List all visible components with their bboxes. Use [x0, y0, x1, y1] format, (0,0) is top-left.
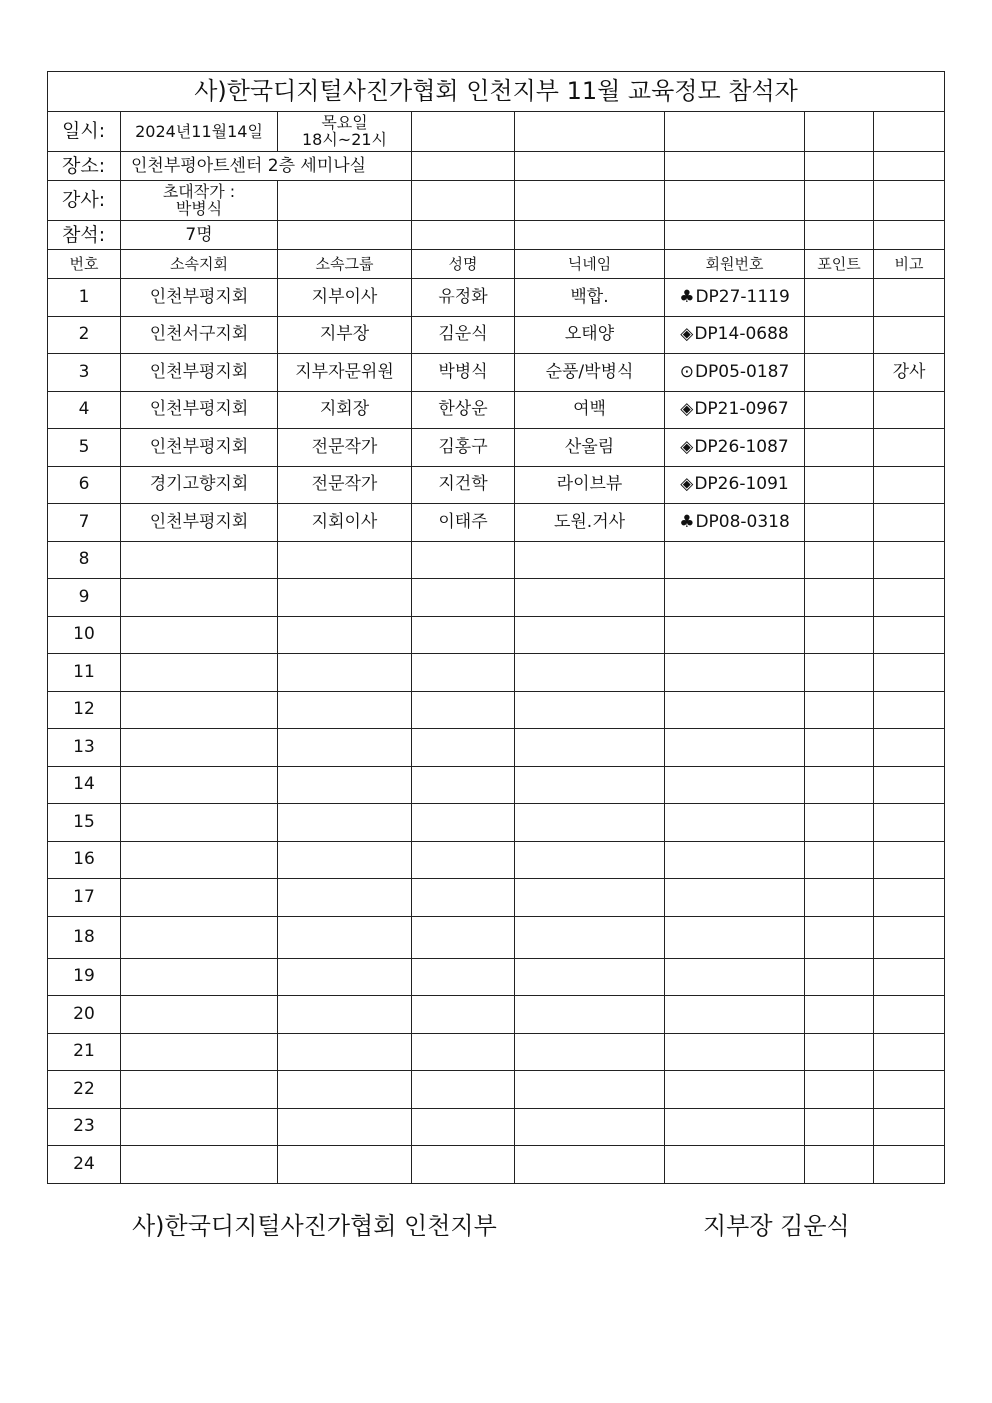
table-row — [48, 316, 945, 354]
cell-group — [278, 579, 412, 617]
cell-name — [412, 804, 515, 842]
day-value: 목요일 — [321, 112, 368, 132]
cell-name: 김운식 — [412, 316, 515, 354]
cell-branch — [121, 996, 278, 1034]
cell-nick — [515, 616, 665, 654]
cell-branch: 인천서구지회 — [121, 316, 278, 354]
cell-nick: 오태양 — [515, 316, 665, 354]
cell-name: 지건학 — [412, 466, 515, 504]
cell-member — [665, 279, 805, 317]
cell-nick: 도원.거사 — [515, 504, 665, 542]
cell-point — [805, 391, 874, 429]
cell-member — [665, 466, 805, 504]
empty-cell — [515, 112, 665, 152]
cell-point — [805, 616, 874, 654]
column-header: 포인트 — [805, 250, 874, 279]
cell-member — [665, 841, 805, 879]
date-value: 2024년11월14일 — [121, 112, 278, 152]
cell-no: 11 — [48, 654, 121, 692]
cell-no: 7 — [48, 504, 121, 542]
empty-cell — [515, 221, 665, 250]
table-row — [48, 996, 945, 1034]
cell-name — [412, 1108, 515, 1146]
column-header: 소속지회 — [121, 250, 278, 279]
cell-no: 10 — [48, 616, 121, 654]
cell-point — [805, 996, 874, 1034]
table-row — [48, 579, 945, 617]
cell-note — [874, 391, 945, 429]
empty-cell — [665, 181, 805, 221]
column-header: 비고 — [874, 250, 945, 279]
table-row — [48, 466, 945, 504]
cell-note — [874, 996, 945, 1034]
empty-cell — [412, 152, 515, 181]
cell-member — [665, 541, 805, 579]
cell-note — [874, 841, 945, 879]
attendance-sheet — [47, 71, 945, 1184]
member-number: DP27-1119 — [695, 286, 790, 307]
cell-nick — [515, 691, 665, 729]
place-value: 인천부평아트센터 2층 세미나실 — [121, 152, 412, 181]
member-number: DP08-0318 — [695, 511, 790, 532]
cell-point — [805, 958, 874, 996]
cell-no: 14 — [48, 766, 121, 804]
cell-nick — [515, 996, 665, 1034]
cell-branch — [121, 804, 278, 842]
place-label: 장소: — [48, 152, 121, 181]
cell-point — [805, 466, 874, 504]
cell-point — [805, 1108, 874, 1146]
cell-note — [874, 879, 945, 917]
empty-cell — [874, 112, 945, 152]
member-number: DP05-0187 — [694, 361, 790, 382]
table-row — [48, 729, 945, 767]
cell-name — [412, 654, 515, 692]
cell-group: 지부이사 — [278, 279, 412, 317]
table-row — [48, 654, 945, 692]
cell-branch — [121, 1071, 278, 1109]
time-value: 18시~21시 — [301, 129, 388, 149]
cell-no: 24 — [48, 1146, 121, 1184]
cell-member — [665, 1071, 805, 1109]
cell-no: 2 — [48, 316, 121, 354]
cell-point — [805, 879, 874, 917]
cell-note — [874, 804, 945, 842]
cell-group — [278, 616, 412, 654]
cell-name — [412, 579, 515, 617]
cell-nick — [515, 879, 665, 917]
cell-group: 지회이사 — [278, 504, 412, 542]
cell-name — [412, 1071, 515, 1109]
column-header-row — [48, 250, 945, 279]
cell-nick — [515, 1146, 665, 1184]
member-grade-symbol: ◈ — [680, 436, 694, 457]
table-row — [48, 616, 945, 654]
empty-cell — [805, 181, 874, 221]
sheet-title: 사)한국디지털사진가협회 인천지부 11월 교육정모 참석자 — [48, 72, 945, 112]
cell-branch — [121, 958, 278, 996]
table-row — [48, 429, 945, 467]
cell-nick — [515, 804, 665, 842]
empty-cell — [874, 152, 945, 181]
cell-name — [412, 879, 515, 917]
cell-member — [665, 804, 805, 842]
column-header: 성명 — [412, 250, 515, 279]
empty-cell — [805, 221, 874, 250]
cell-name: 한상운 — [412, 391, 515, 429]
cell-member — [665, 766, 805, 804]
cell-member — [665, 916, 805, 958]
cell-branch: 인천부평지회 — [121, 504, 278, 542]
cell-point — [805, 316, 874, 354]
cell-point — [805, 841, 874, 879]
cell-no: 9 — [48, 579, 121, 617]
member-grade-symbol: ⊙ — [679, 361, 694, 382]
cell-branch: 인천부평지회 — [121, 279, 278, 317]
cell-branch — [121, 916, 278, 958]
cell-branch — [121, 541, 278, 579]
cell-no: 16 — [48, 841, 121, 879]
empty-cell — [412, 112, 515, 152]
cell-point — [805, 916, 874, 958]
member-number: DP14-0688 — [694, 324, 789, 345]
table-row — [48, 279, 945, 317]
cell-branch — [121, 616, 278, 654]
member-grade-symbol: ♣ — [679, 511, 695, 532]
cell-member — [665, 879, 805, 917]
cell-name: 이태주 — [412, 504, 515, 542]
cell-group — [278, 1033, 412, 1071]
cell-point — [805, 804, 874, 842]
cell-note — [874, 1071, 945, 1109]
cell-group: 지회장 — [278, 391, 412, 429]
cell-note — [874, 654, 945, 692]
cell-nick — [515, 766, 665, 804]
cell-note — [874, 1108, 945, 1146]
cell-note — [874, 541, 945, 579]
cell-no: 21 — [48, 1033, 121, 1071]
cell-branch: 인천부평지회 — [121, 429, 278, 467]
cell-group — [278, 1071, 412, 1109]
cell-nick — [515, 541, 665, 579]
cell-member — [665, 504, 805, 542]
cell-no: 3 — [48, 354, 121, 392]
cell-nick — [515, 1033, 665, 1071]
cell-nick — [515, 579, 665, 617]
cell-no: 13 — [48, 729, 121, 767]
table-row — [48, 841, 945, 879]
cell-nick: 라이브뷰 — [515, 466, 665, 504]
footer-signer: 지부장 김운식 — [703, 1212, 850, 1240]
table-row — [48, 541, 945, 579]
cell-name — [412, 841, 515, 879]
cell-no: 23 — [48, 1108, 121, 1146]
cell-note: 강사 — [874, 354, 945, 392]
cell-member — [665, 1146, 805, 1184]
lecturer-title: 초대작가 : — [162, 181, 236, 201]
empty-cell — [665, 221, 805, 250]
cell-point — [805, 279, 874, 317]
cell-group — [278, 541, 412, 579]
empty-cell — [278, 221, 412, 250]
cell-name — [412, 691, 515, 729]
table-row — [48, 1071, 945, 1109]
cell-no: 4 — [48, 391, 121, 429]
cell-name: 유정화 — [412, 279, 515, 317]
cell-point — [805, 579, 874, 617]
cell-note — [874, 729, 945, 767]
cell-note — [874, 429, 945, 467]
cell-note — [874, 616, 945, 654]
cell-point — [805, 354, 874, 392]
empty-cell — [412, 221, 515, 250]
lecturer-name: 박병식 — [175, 198, 223, 218]
cell-no: 5 — [48, 429, 121, 467]
member-number: DP26-1091 — [694, 474, 789, 495]
table-row — [48, 958, 945, 996]
cell-member — [665, 429, 805, 467]
cell-name — [412, 958, 515, 996]
cell-member — [665, 1108, 805, 1146]
cell-branch — [121, 1146, 278, 1184]
empty-cell — [805, 152, 874, 181]
empty-cell — [874, 221, 945, 250]
cell-no: 12 — [48, 691, 121, 729]
cell-nick — [515, 1071, 665, 1109]
table-row — [48, 691, 945, 729]
cell-name — [412, 916, 515, 958]
cell-nick — [515, 1108, 665, 1146]
cell-note — [874, 916, 945, 958]
cell-member — [665, 616, 805, 654]
table-row — [48, 916, 945, 958]
table-row — [48, 1146, 945, 1184]
cell-point — [805, 541, 874, 579]
cell-member — [665, 996, 805, 1034]
cell-no: 6 — [48, 466, 121, 504]
table-row — [48, 504, 945, 542]
cell-group — [278, 841, 412, 879]
table-row — [48, 766, 945, 804]
cell-group — [278, 691, 412, 729]
cell-note — [874, 579, 945, 617]
cell-point — [805, 1146, 874, 1184]
cell-no: 1 — [48, 279, 121, 317]
cell-branch — [121, 729, 278, 767]
empty-cell — [412, 181, 515, 221]
date-label: 일시: — [48, 112, 121, 152]
cell-group — [278, 804, 412, 842]
empty-cell — [665, 152, 805, 181]
cell-member — [665, 729, 805, 767]
cell-branch: 인천부평지회 — [121, 391, 278, 429]
cell-member — [665, 316, 805, 354]
cell-note — [874, 1033, 945, 1071]
cell-name — [412, 1146, 515, 1184]
cell-group — [278, 996, 412, 1034]
cell-no: 18 — [48, 916, 121, 958]
column-header: 소속그룹 — [278, 250, 412, 279]
cell-name — [412, 541, 515, 579]
cell-member — [665, 691, 805, 729]
cell-point — [805, 429, 874, 467]
cell-point — [805, 691, 874, 729]
cell-nick: 여백 — [515, 391, 665, 429]
cell-note — [874, 691, 945, 729]
cell-group: 지부자문위원 — [278, 354, 412, 392]
cell-group: 지부장 — [278, 316, 412, 354]
cell-note — [874, 766, 945, 804]
cell-name: 박병식 — [412, 354, 515, 392]
empty-cell — [874, 181, 945, 221]
table-row — [48, 804, 945, 842]
cell-group: 전문작가 — [278, 429, 412, 467]
lecturer-value — [121, 181, 278, 221]
cell-branch — [121, 1108, 278, 1146]
attendance-value: 7명 — [121, 221, 278, 250]
cell-no: 15 — [48, 804, 121, 842]
member-grade-symbol: ◈ — [680, 399, 694, 420]
day-time-value — [278, 112, 412, 152]
cell-group — [278, 654, 412, 692]
column-header: 닉네임 — [515, 250, 665, 279]
cell-note — [874, 466, 945, 504]
cell-name — [412, 766, 515, 804]
cell-point — [805, 766, 874, 804]
cell-note — [874, 958, 945, 996]
cell-name — [412, 729, 515, 767]
cell-no: 19 — [48, 958, 121, 996]
table-row — [48, 391, 945, 429]
cell-member — [665, 579, 805, 617]
cell-member — [665, 391, 805, 429]
cell-note — [874, 279, 945, 317]
cell-group — [278, 766, 412, 804]
cell-branch — [121, 691, 278, 729]
cell-no: 17 — [48, 879, 121, 917]
cell-point — [805, 654, 874, 692]
cell-group — [278, 1108, 412, 1146]
table-row — [48, 354, 945, 392]
empty-cell — [665, 112, 805, 152]
member-grade-symbol: ◈ — [680, 474, 694, 495]
cell-group — [278, 879, 412, 917]
cell-nick — [515, 958, 665, 996]
member-grade-symbol: ◈ — [680, 324, 694, 345]
cell-member — [665, 958, 805, 996]
cell-branch: 경기고향지회 — [121, 466, 278, 504]
table-row — [48, 1108, 945, 1146]
cell-group — [278, 916, 412, 958]
cell-name — [412, 1033, 515, 1071]
cell-note — [874, 504, 945, 542]
cell-nick — [515, 916, 665, 958]
cell-note — [874, 1146, 945, 1184]
member-number: DP21-0967 — [694, 399, 789, 420]
member-number: DP26-1087 — [694, 436, 789, 457]
cell-branch — [121, 841, 278, 879]
cell-branch — [121, 654, 278, 692]
empty-cell — [515, 181, 665, 221]
empty-cell — [278, 181, 412, 221]
cell-group — [278, 729, 412, 767]
empty-cell — [515, 152, 665, 181]
cell-nick — [515, 654, 665, 692]
cell-member — [665, 654, 805, 692]
cell-nick: 산울림 — [515, 429, 665, 467]
cell-nick: 백합. — [515, 279, 665, 317]
cell-branch — [121, 1033, 278, 1071]
cell-name — [412, 616, 515, 654]
table-row — [48, 1033, 945, 1071]
cell-branch — [121, 766, 278, 804]
cell-point — [805, 1033, 874, 1071]
cell-group: 전문작가 — [278, 466, 412, 504]
cell-branch — [121, 879, 278, 917]
cell-point — [805, 504, 874, 542]
column-header: 회원번호 — [665, 250, 805, 279]
cell-branch — [121, 579, 278, 617]
cell-nick — [515, 841, 665, 879]
cell-no: 8 — [48, 541, 121, 579]
column-header: 번호 — [48, 250, 121, 279]
cell-name — [412, 996, 515, 1034]
cell-no: 22 — [48, 1071, 121, 1109]
cell-note — [874, 316, 945, 354]
cell-branch: 인천부평지회 — [121, 354, 278, 392]
member-grade-symbol: ♣ — [679, 286, 695, 307]
attendance-label: 참석: — [48, 221, 121, 250]
cell-nick — [515, 729, 665, 767]
cell-group — [278, 958, 412, 996]
cell-no: 20 — [48, 996, 121, 1034]
cell-member — [665, 354, 805, 392]
cell-point — [805, 729, 874, 767]
cell-group — [278, 1146, 412, 1184]
empty-cell — [805, 112, 874, 152]
cell-member — [665, 1033, 805, 1071]
cell-nick: 순풍/박병식 — [515, 354, 665, 392]
lecturer-label: 강사: — [48, 181, 121, 221]
cell-point — [805, 1071, 874, 1109]
footer-org: 사)한국디지털사진가협회 인천지부 — [132, 1212, 497, 1240]
table-row — [48, 879, 945, 917]
cell-name: 김홍구 — [412, 429, 515, 467]
